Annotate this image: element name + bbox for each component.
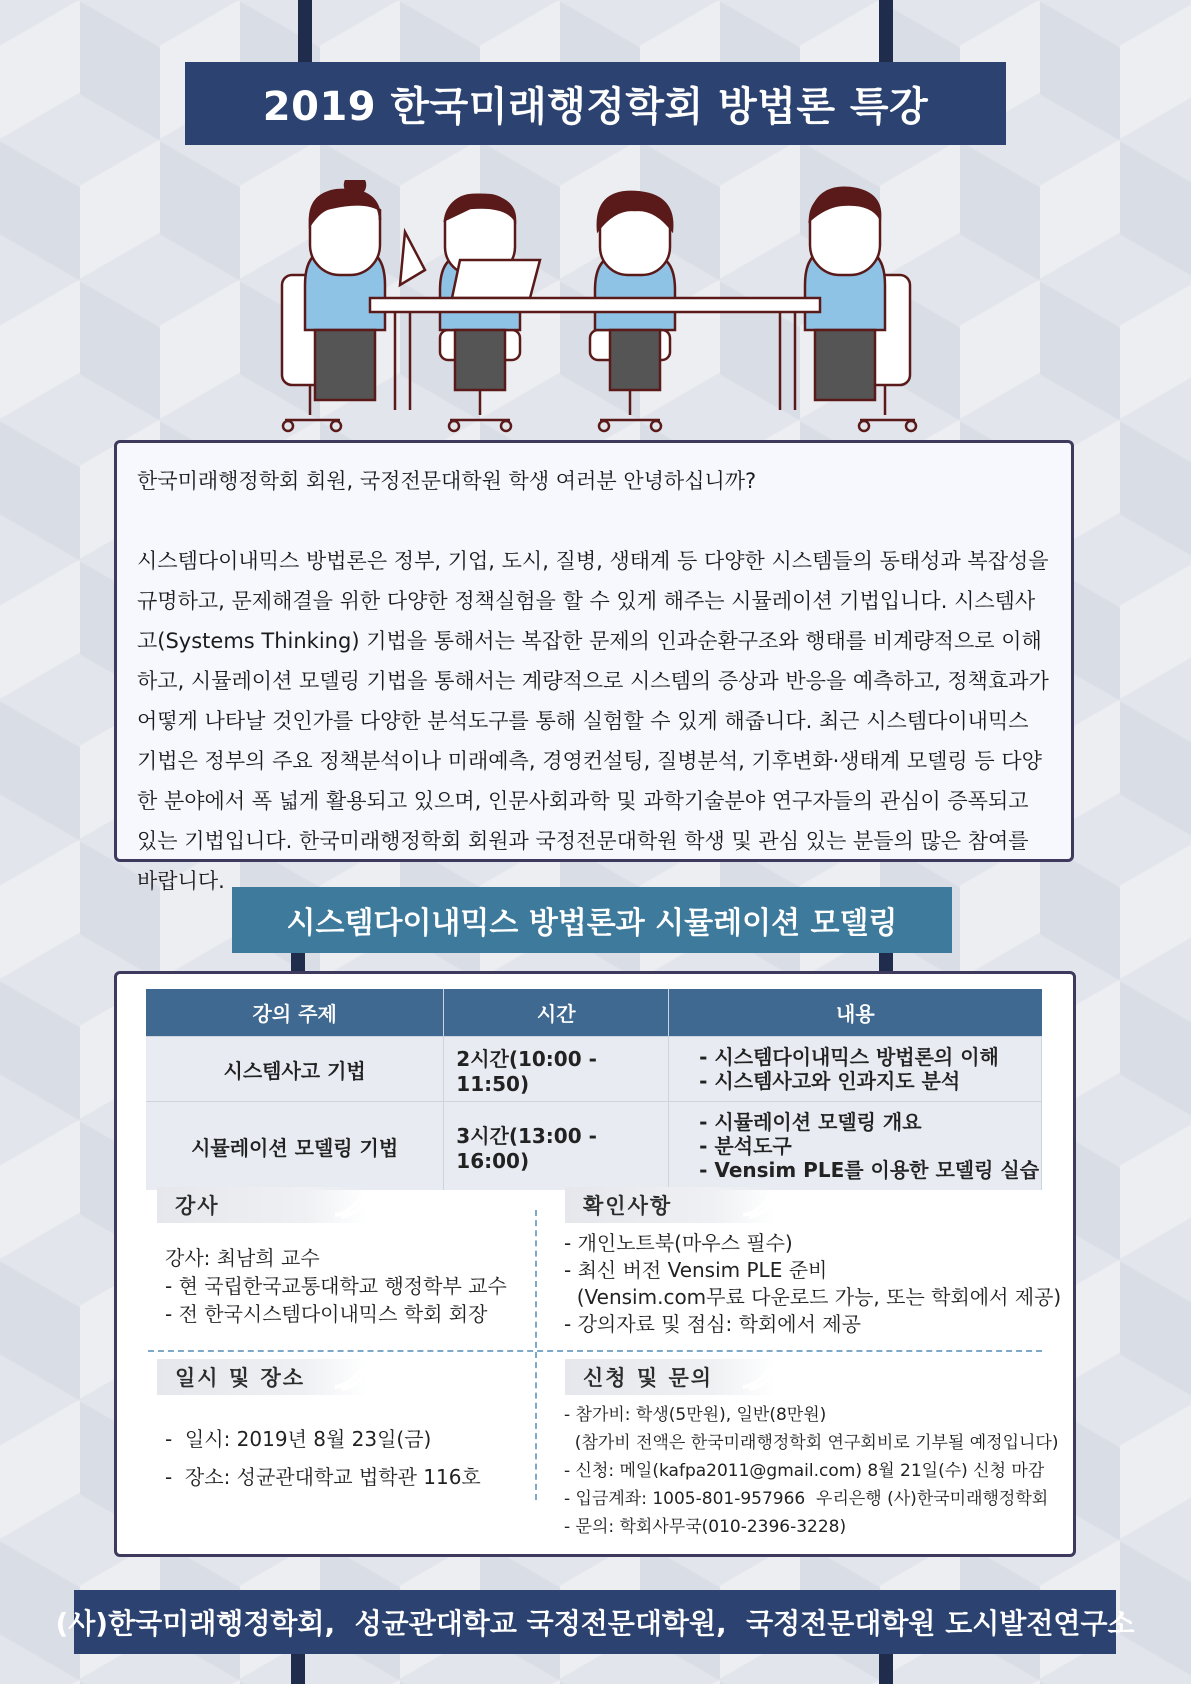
datetime-label: [157, 1359, 367, 1395]
schedule-item: - 분석도구: [699, 1134, 792, 1158]
schedule-item: - 시스템다이내믹스 방법론의 이해: [699, 1045, 999, 1069]
instructor-label-text: 강사: [175, 1194, 220, 1218]
swoosh-icon: [741, 1361, 775, 1393]
instructor-line: 강사: 최남희 교수: [165, 1246, 320, 1270]
schedule-table: [146, 989, 1042, 1190]
apply-label-text: 신청 및 문의: [583, 1366, 714, 1390]
schedule-header-topic: 강의 주제: [146, 989, 444, 1037]
apply-label: [565, 1359, 775, 1395]
page-title: 2019 한국미래행정학회 방법론 특강: [185, 62, 1006, 145]
detail-box: [114, 971, 1076, 1557]
instructor-info: [165, 1244, 507, 1328]
schedule-header-content: 내용: [669, 989, 1042, 1037]
schedule-topic: 시스템사고 기법: [146, 1037, 444, 1102]
instructor-label: [157, 1187, 367, 1223]
schedule-item: - 시뮬레이션 모델링 개요: [699, 1110, 922, 1134]
datetime-line: - 장소: 성균관대학교 법학관 116호: [165, 1465, 481, 1489]
table-row: [146, 1102, 1042, 1191]
datetime-label-text: 일시 및 장소: [175, 1366, 306, 1390]
apply-line: - 참가비: 학생(5만원), 일반(8만원): [564, 1405, 827, 1425]
checklist-line: (Vensim.com무료 다운로드 가능, 또는 학회에서 제공): [564, 1285, 1062, 1309]
apply-line: - 신청: 메일(kafpa2011@gmail.com) 8월 21일(수) 신청 마감: [564, 1461, 1045, 1481]
intro-box: [114, 440, 1074, 893]
apply-line: (참가비 전액은 한국미래행정학회 연구회비로 기부될 예정입니다): [564, 1433, 1059, 1453]
checklist-info: [564, 1230, 1061, 1338]
swoosh-icon: [741, 1189, 775, 1221]
apply-line: - 문의: 학회사무국(010-2396-3228): [564, 1517, 847, 1537]
decor-bar-right-mid: [879, 953, 893, 971]
footer-organizers: (사)한국미래행정학회, 성균관대학교 국정전문대학원, 국정전문대학원 도시발전연구소: [74, 1590, 1116, 1654]
instructor-line: - 현 국립한국교통대학교 행정학부 교수: [165, 1274, 507, 1298]
checklist-line: - 개인노트북(마우스 필수): [564, 1231, 793, 1255]
checklist-line: - 최신 버전 Vensim PLE 준비: [564, 1258, 828, 1282]
decor-bar-left-mid: [291, 953, 305, 971]
schedule-content: [669, 1102, 1042, 1191]
schedule-header-row: [146, 989, 1042, 1037]
apply-line: - 입금계좌: 1005-801-957966 우리은행 (사)한국미래행정학회: [564, 1489, 1049, 1509]
meeting-illustration: [270, 180, 920, 440]
swoosh-icon: [333, 1361, 367, 1393]
decor-bar-left-top: [298, 0, 312, 62]
schedule-item: - Vensim PLE를 이용한 모델링 실습: [699, 1158, 1040, 1182]
schedule-header-time: 시간: [444, 989, 669, 1037]
intro-body: 시스템다이내믹스 방법론은 정부, 기업, 도시, 질병, 생태계 등 다양한 시스템들의 동태성과 복잡성을 규명하고, 문제해결을 위한 다양한 정책실험을 할 수 있게 해주는 시뮬레이션 기법입니다. 시스템사고(Systems Thinking) 기법을 통해서는 복잡한 문제의 인과순환구조와 행태를 비계량적으로 이해하고, 시뮬레이션 모델링 기법을 통해서는 계량적으로 시스템의 증상과 반응을 예측하고, 정책효과가 어떻게 나타날 것인가를 다양한 분석도구를 통해 실험할 수 있게 해줍니다. 최근 시스템다이내믹스 기법은 정부의 주요 정책분석이나 미래예측, 경영컨설팅, 질병분석, 기후변화·생태계 모델링 등 다양한 분야에서 폭 넓게 활용되고 있으며, 인문사회과학 및 과학기술분야 연구자들의 관심이 증폭되고 있는 기법입니다. 한국미래행정학회 회원과 국정전문대학원 학생 및 관심 있는 분들의 많은 참여를 바랍니다.: [137, 549, 1049, 893]
intro-greeting: 한국미래행정학회 회원, 국정전문대학원 학생 여러분 안녕하십니까?: [137, 469, 757, 493]
schedule-time: 2시간(10:00 - 11:50): [444, 1037, 669, 1102]
section-title: 시스템다이내믹스 방법론과 시뮬레이션 모델링: [232, 887, 952, 953]
swoosh-icon: [333, 1189, 367, 1221]
table-row: [146, 1037, 1042, 1102]
schedule-content: [669, 1037, 1042, 1102]
datetime-line: - 일시: 2019년 8월 23일(금): [165, 1427, 432, 1451]
decor-bar-right-top: [879, 0, 893, 62]
checklist-line: - 강의자료 및 점심: 학회에서 제공: [564, 1312, 861, 1336]
checklist-label-text: 확인사항: [583, 1194, 673, 1218]
divider-horizontal: [148, 1350, 1042, 1352]
divider-vertical: [535, 1210, 537, 1500]
decor-bar-left-bottom: [291, 1654, 305, 1684]
checklist-label: [565, 1187, 775, 1223]
schedule-topic: 시뮬레이션 모델링 기법: [146, 1102, 444, 1191]
schedule-item: - 시스템사고와 인과지도 분석: [699, 1069, 961, 1093]
instructor-line: - 전 한국시스템다이내믹스 학회 회장: [165, 1302, 488, 1326]
datetime-info: [165, 1420, 481, 1496]
decor-bar-right-bottom: [879, 1654, 893, 1684]
apply-info: [564, 1401, 1059, 1541]
schedule-time: 3시간(13:00 - 16:00): [444, 1102, 669, 1191]
